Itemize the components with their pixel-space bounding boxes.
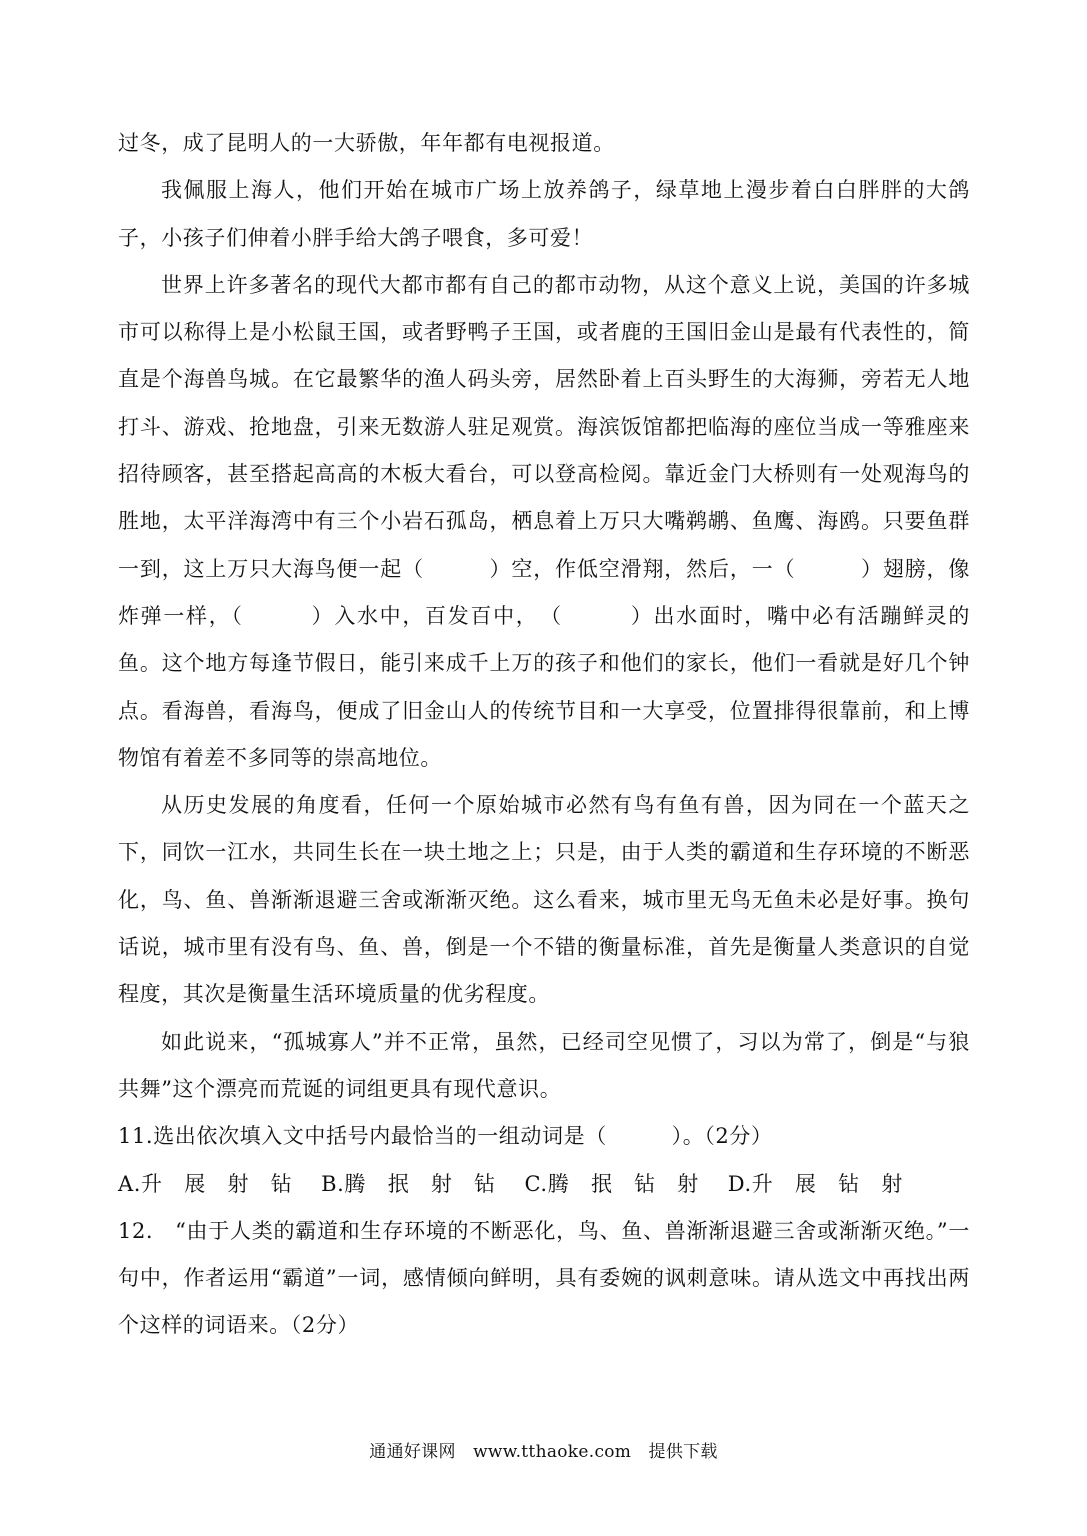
question-12: 12. “由于人类的霸道和生存环境的不断恶化，鸟、鱼、兽渐渐退避三舍或渐渐灭绝。”一句中，作者运用“霸道”一词，感情倾向鲜明，具有委婉的讽刺意味。请从选文中再找出两个这样的词语来。（2分） [118, 1218, 970, 1338]
paragraph-3: 世界上许多著名的现代大都市都有自己的都市动物，从这个意义上说，美国的许多城市可以称得上是小松鼠王国，或者野鸭子王国，或者鹿的王国旧金山是最有代表性的，简直是个海兽鸟城。在它最繁华的渔人码头旁，居然卧着上百头野生的大海狮，旁若无人地打斗、游戏、抢地盘，引来无数游人驻足观赏。海滨饭馆都把临海的座位当成一等雅座来招待顾客，甚至搭起高高的木板大看台，可以登高检阅。靠近金门大桥则有一处观海鸟的胜地，太平洋海湾中有三个小岩石孤岛，栖息着上万只大嘴鹈鹕、鱼鹰、海鸥。只要鱼群一到，这上万只大海鸟便一起（ ）空，作低空滑翔，然后，一（ ）翅膀，像炸弹一样，（ ）入水中，百发百中， （ ）出水面时，嘴中必有活蹦鲜灵的鱼。这个地方每逢节假日，能引来成千上万的孩子和他们的家长，他们一看就是好几个钟点。看海兽，看海鸟，便成了旧金山人的传统节目和一大享受，位置排得很靠前，和上博物馆有着差不多同等的崇高地位。 [118, 272, 970, 770]
paragraph-4: 从历史发展的角度看，任何一个原始城市必然有鸟有鱼有兽，因为同在一个蓝天之下，同饮一江水，共同生长在一块土地之上；只是，由于人类的霸道和生存环境的不断恶化，鸟、鱼、兽渐渐退避三舍或渐渐灭绝。这么看来，城市里无鸟无鱼未必是好事。换句话说，城市里有没有鸟、鱼、兽，倒是一个不错的衡量标准，首先是衡量人类意识的自觉程度，其次是衡量生活环境质量的优劣程度。 [118, 793, 970, 1007]
question-11-options: A.升 展 射 钻 B.腾 抿 射 钻 C.腾 抿 钻 射 D.升 展 钻 射 [118, 1171, 903, 1196]
paragraph-1: 过冬，成了昆明人的一大骄傲，年年都有电视报道。 [118, 131, 615, 155]
paragraph-2: 我佩服上海人，他们开始在城市广场上放养鸽子，绿草地上漫步着白白胖胖的大鸽子，小孩子们伸着小胖手给大鸽子喂食，多可爱！ [118, 178, 970, 250]
page-footer: 通通好课网 www.tthaoke.com 提供下载 [369, 1442, 718, 1462]
question-11: 11.选出依次填入文中括号内最恰当的一组动词是（ ）。（2分） [118, 1124, 773, 1149]
article-body [118, 120, 970, 1350]
paragraph-5: 如此说来，“孤城寡人”并不正常，虽然，已经司空见惯了，习以为常了，倒是“与狼共舞”这个漂亮而荒诞的词组更具有现代意识。 [118, 1029, 970, 1101]
